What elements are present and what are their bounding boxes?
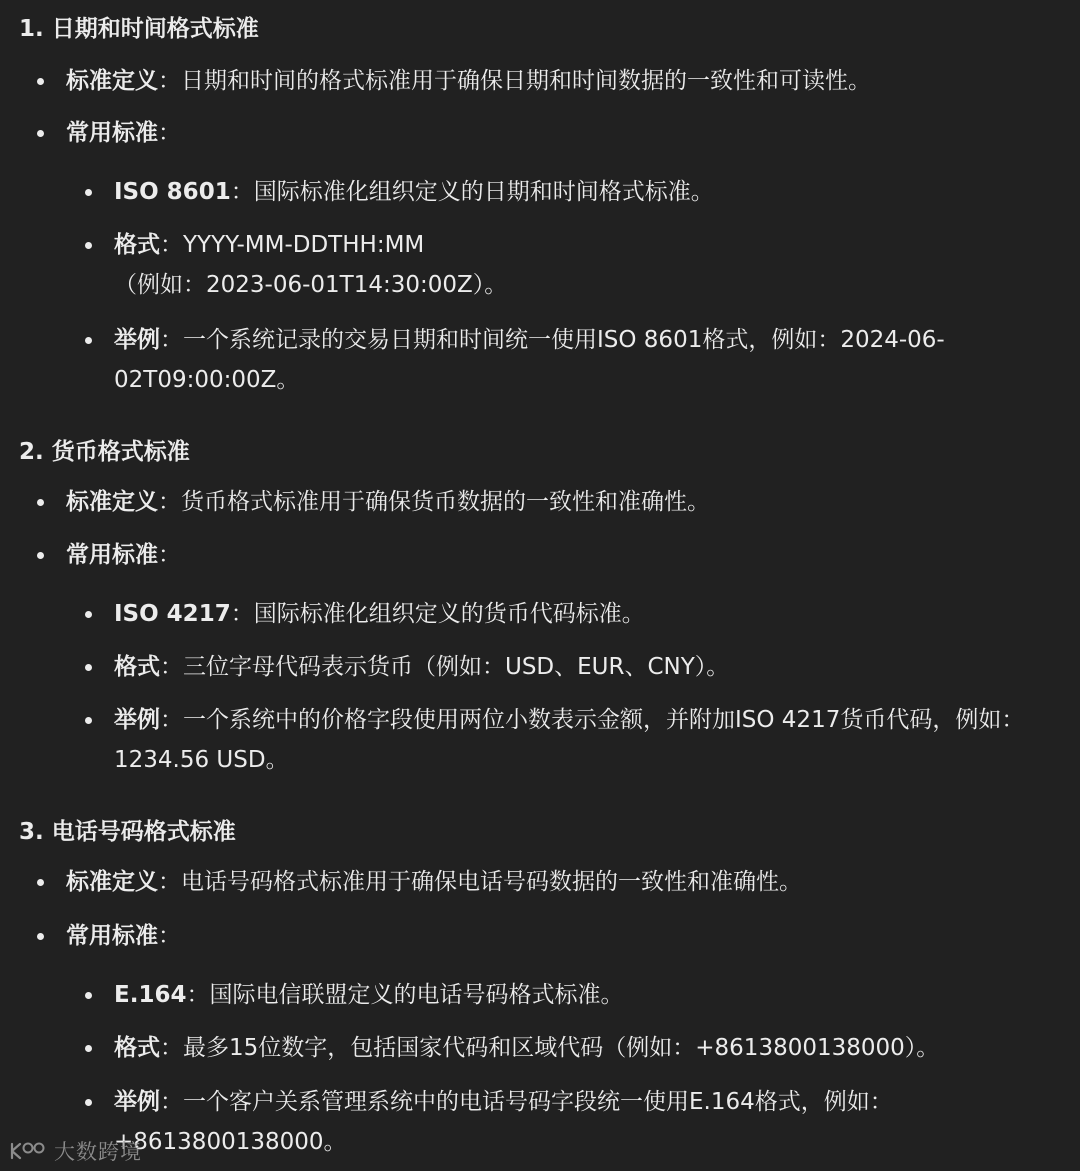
term-label: 举例 [114, 1089, 160, 1115]
term-separator: ： [230, 179, 254, 205]
term-separator: ： [158, 923, 181, 949]
bullet-dot [37, 933, 44, 940]
list-item-example [114, 700, 1024, 780]
term-separator: ： [158, 489, 181, 515]
bullet-dot [85, 611, 92, 618]
term-separator: ： [158, 869, 181, 895]
section-heading-datetime: 1. 日期和时间格式标准 [19, 16, 259, 42]
list-item-example [114, 320, 945, 400]
term-description: 国际标准化组织定义的货币代码标准。 [253, 601, 645, 627]
section-heading-phone: 3. 电话号码格式标准 [19, 819, 236, 845]
bullet-dot [37, 499, 44, 506]
bullet-dot [85, 664, 92, 671]
term-label: 举例 [114, 707, 160, 733]
bullet-dot [37, 552, 44, 559]
term-label: 举例 [114, 327, 160, 353]
term-separator: ： [158, 68, 181, 94]
list-item-definition [66, 61, 871, 101]
term-separator: ： [160, 327, 183, 353]
bullet-dot [37, 879, 44, 886]
term-label: 常用标准 [66, 120, 158, 146]
term-description: 日期和时间的格式标准用于确保日期和时间数据的一致性和可读性。 [181, 68, 871, 94]
term-label: ISO 8601 [114, 179, 231, 205]
term-separator: ： [160, 1035, 183, 1061]
list-item-format [114, 225, 507, 305]
list-item-definition [66, 862, 802, 902]
bullet-dot [85, 337, 92, 344]
term-description: 一个系统记录的交易日期和时间统一使用ISO 8601格式，例如：2024-06- [183, 327, 945, 353]
list-item-common-standards [66, 535, 181, 575]
bullet-dot [85, 1099, 92, 1106]
term-label: 常用标准 [66, 923, 158, 949]
term-description: 电话号码格式标准用于确保电话号码数据的一致性和准确性。 [181, 869, 802, 895]
term-label: ISO 4217 [114, 601, 231, 627]
term-description: YYYY-MM-DDTHH:MM [183, 232, 425, 258]
bullet-dot [37, 78, 44, 85]
bullet-dot [37, 130, 44, 137]
term-label: 标准定义 [66, 68, 158, 94]
list-item-definition [66, 482, 710, 522]
list-item-standard [114, 594, 645, 634]
term-separator: ： [160, 654, 183, 680]
term-separator: ： [160, 1089, 183, 1115]
term-separator: ： [158, 542, 181, 568]
list-item-example [114, 1082, 893, 1162]
list-item-common-standards [66, 916, 181, 956]
term-label: 常用标准 [66, 542, 158, 568]
term-description-continued: （例如：2023-06-01T14:30:00Z）。 [114, 272, 508, 298]
term-description: 国际标准化组织定义的日期和时间格式标准。 [253, 179, 714, 205]
term-label: 格式 [114, 232, 160, 258]
term-label: E.164 [114, 982, 187, 1008]
term-description-continued: 1234.56 USD。 [114, 747, 289, 773]
list-item-format [114, 1028, 939, 1068]
term-description: 三位字母代码表示货币（例如：USD、EUR、CNY）。 [183, 654, 730, 680]
watermark [8, 1134, 142, 1168]
term-label: 格式 [114, 1035, 160, 1061]
term-description-continued: +8613800138000。 [114, 1129, 347, 1155]
term-description: 货币格式标准用于确保货币数据的一致性和准确性。 [181, 489, 710, 515]
term-label: 标准定义 [66, 869, 158, 895]
term-separator: ： [230, 601, 254, 627]
bullet-dot [85, 1045, 92, 1052]
section-heading-currency: 2. 货币格式标准 [19, 439, 190, 465]
term-description: 国际电信联盟定义的电话号码格式标准。 [209, 982, 624, 1008]
term-separator: ： [160, 232, 183, 258]
term-description: 最多15位数字，包括国家代码和区域代码（例如：+8613800138000）。 [183, 1035, 940, 1061]
bullet-dot [85, 992, 92, 999]
term-separator: ： [186, 982, 210, 1008]
bullet-dot [85, 242, 92, 249]
list-item-common-standards [66, 113, 181, 153]
watermark-text: 大数跨境 [54, 1140, 142, 1164]
term-separator: ： [160, 707, 183, 733]
term-description-continued: 02T09:00:00Z。 [114, 367, 300, 393]
list-item-standard [114, 172, 714, 212]
term-label: 格式 [114, 654, 160, 680]
bullet-dot [85, 717, 92, 724]
brand-logo-icon [8, 1136, 50, 1166]
term-separator: ： [158, 120, 181, 146]
list-item-format [114, 647, 729, 687]
term-description: 一个系统中的价格字段使用两位小数表示金额，并附加ISO 4217货币代码，例如： [183, 707, 1025, 733]
list-item-standard [114, 975, 623, 1015]
term-label: 标准定义 [66, 489, 158, 515]
bullet-dot [85, 189, 92, 196]
term-description: 一个客户关系管理系统中的电话号码字段统一使用E.164格式，例如： [183, 1089, 893, 1115]
